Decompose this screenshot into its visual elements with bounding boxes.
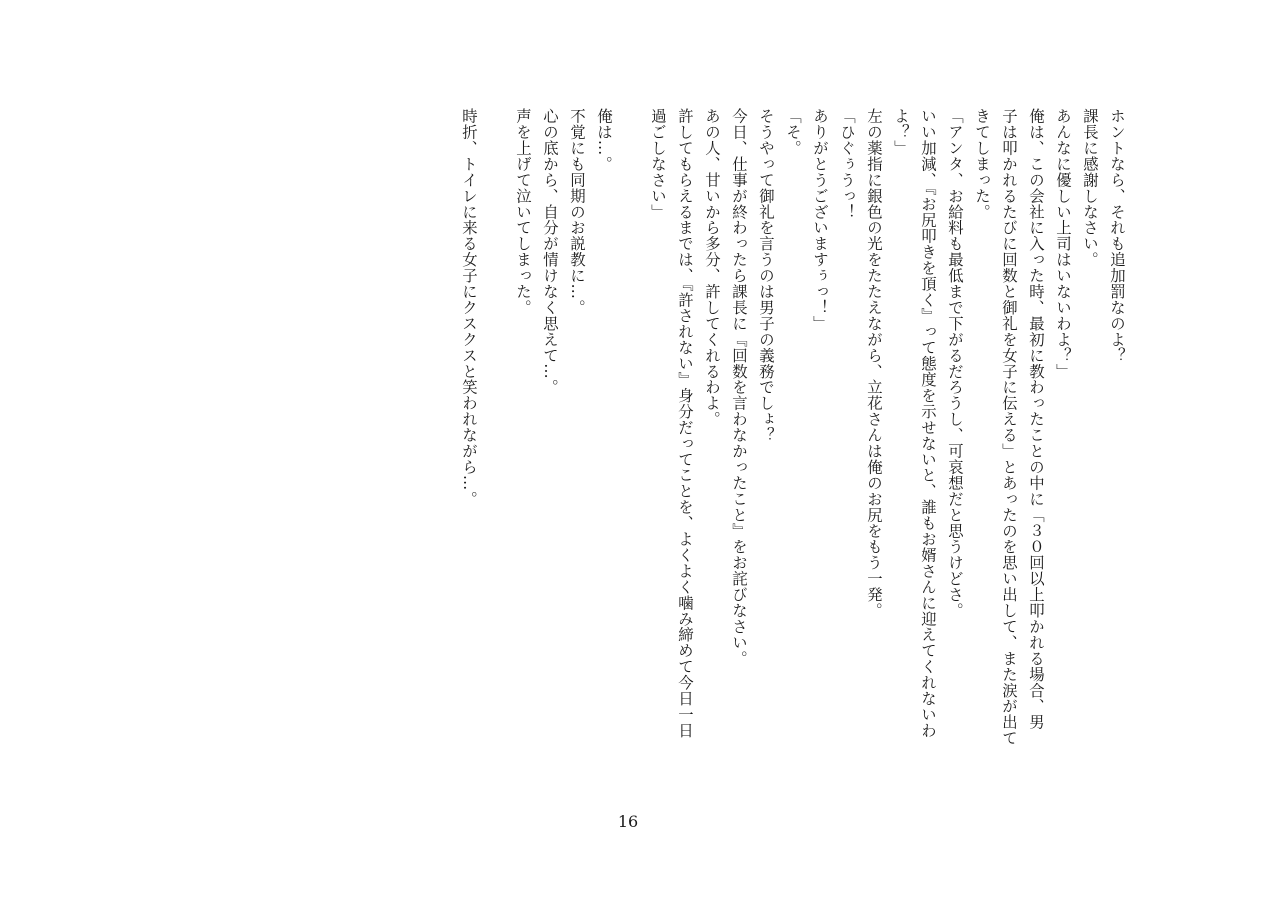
text-line: 時折、トイレに来る女子にクスクスと笑われながら…。 xyxy=(460,108,478,507)
text-line: あんなに優しい上司はいないわよ？」 xyxy=(1054,108,1072,380)
text-line: よ？」 xyxy=(892,108,910,156)
text-line: 「アンタ、お給料も最低まで下がるだろうし、可哀想だと思うけどさ。 xyxy=(946,108,964,619)
text-line: 今日、仕事が終わったら課長に『回数を言わなかったこと』をお詫びなさい。 xyxy=(730,108,748,667)
text-line: ホントなら、それも追加罰なのよ？ xyxy=(1108,108,1126,364)
text-line: 声を上げて泣いてしまった。 xyxy=(514,108,532,316)
text-line: 不覚にも同期のお説教に…。 xyxy=(568,108,586,316)
text-line: 俺は…。 xyxy=(595,108,613,172)
text-line: 課長に感謝しなさい。 xyxy=(1081,108,1099,268)
text-line: 許してもらえるまでは、『許されない』身分だってことを、よくよく噛み締めて今日一日 xyxy=(676,108,694,739)
text-line: 「そ。 xyxy=(784,108,802,156)
text-line: いい加減、『お尻叩きを頂く』って態度を示せないと、誰もお婿さんに迎えてくれないわ xyxy=(919,108,937,739)
text-line: そうやって御礼を言うのは男子の義務でしょ？ xyxy=(757,108,775,443)
text-line: 心の底から、自分が情けなく思えて…。 xyxy=(541,108,559,396)
page-number: 16 xyxy=(617,812,639,831)
text-line: 過ごしなさい」 xyxy=(649,108,667,220)
text-line: 俺は、この会社に入った時、最初に教わったことの中に「３０回以上叩かれる場合、男 xyxy=(1027,108,1045,731)
text-line: きてしまった。 xyxy=(973,108,991,220)
text-line: ありがとうございますぅっ！」 xyxy=(811,108,829,332)
text-line: あの人、甘いから多分、許してくれるわよ。 xyxy=(703,108,721,427)
text-line: 「ひぐぅうっ！ xyxy=(838,108,856,220)
text-line: 左の薬指に銀色の光をたたえながら、立花さんは俺のお尻をもう一発。 xyxy=(865,108,883,619)
text-line: 子は叩かれるたびに回数と御礼を女子に伝える」とあったのを思い出して、また涙が出て xyxy=(1000,108,1018,746)
